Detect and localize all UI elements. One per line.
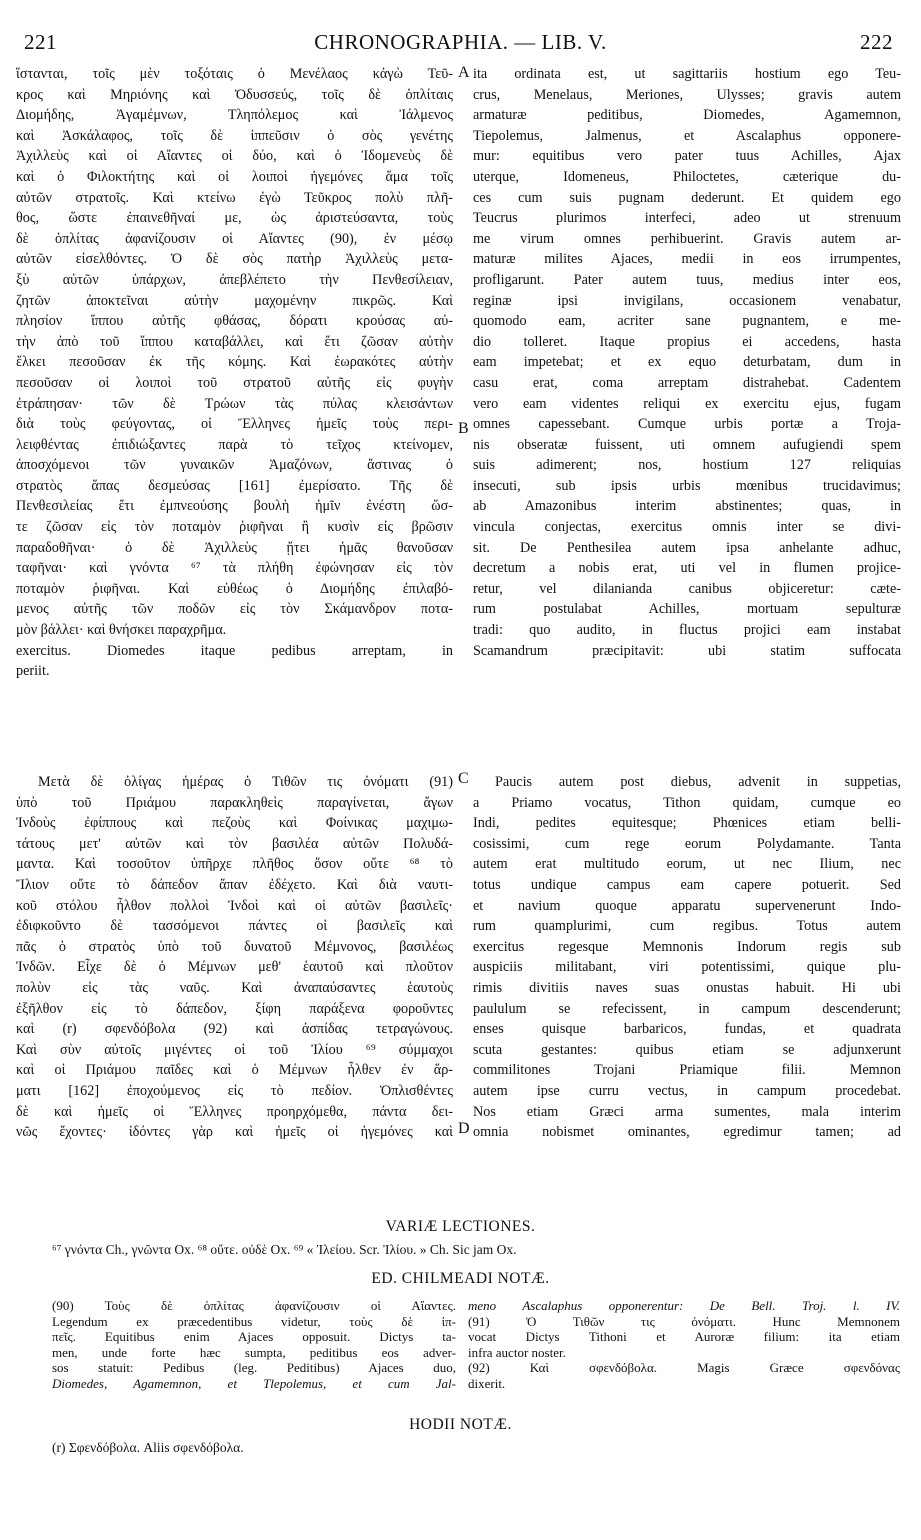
latin-line: mur: equitibus vero pater tuus Achilles, Ajax bbox=[473, 148, 901, 165]
greek-line: τὴν ἀπὸ τοῦ ἵππου καταβάλλει, καὶ ἔτι ζῶσαν αὐτὴν bbox=[16, 333, 453, 350]
variae-lectiones-title: VARIÆ LECTIONES. bbox=[385, 1218, 536, 1235]
latin-line: retur, vel dilanianda canibus objiceretur: cæte- bbox=[473, 580, 901, 597]
greek-line: καὶ (r) σφενδόβολα (92) καὶ ἀσπίδας τετραγώνους. bbox=[16, 1021, 453, 1038]
greek-line: καὶ οἱ Πριάμου παῖδες καὶ ὁ Μέμνων ἦλθεν ἐν ἅρ- bbox=[16, 1062, 453, 1079]
latin-line: Indi, pedites equitesque; Phœnices etiam belli- bbox=[473, 815, 901, 832]
note-line: dixerit. bbox=[468, 1375, 506, 1391]
latin-line: cosissimi, cum rege eorum Polydamante. Tanta bbox=[473, 835, 901, 852]
greek-line: Ἀχιλλεὺς καὶ οἱ Αἴαντες οἱ δύο, καὶ ὁ Ἰδομενεὺς δὲ bbox=[16, 148, 453, 165]
latin-line: suis adimerent; nos, hostium 127 reliquias bbox=[473, 457, 901, 474]
greek-line: καὶ ὁ Φιλοκτήτης καὶ οἱ λοιποὶ ἡγεμόνες ἅμα τοῖς bbox=[16, 168, 453, 185]
latin-line: scuta gestantes: quibus etiam se adjunxerunt bbox=[473, 1041, 901, 1058]
latin-line: totus undique campus eam capere potuerit. Sed bbox=[473, 876, 901, 893]
latin-line: enses quisque barbaricos, fundas, et quadrata bbox=[473, 1021, 901, 1038]
margin-marker-a: A bbox=[458, 64, 470, 81]
note-line: sos statuit: Pedibus (leg. Peditibus) Ajaces duo, bbox=[52, 1360, 456, 1376]
page-number-right: 222 bbox=[860, 30, 893, 54]
greek-line: ποταμὸν ῥιφῆναι. Καὶ εὐθέως ὁ Διομήδης ἐπιλαβό- bbox=[16, 580, 453, 597]
greek-line: στρατὸς ἅπας δεσμεύσας [161] ἐμερίσατο. Τῆς δὲ bbox=[16, 477, 453, 494]
note-line: (90) Τοὺς δὲ ὁπλίτας ἀφανίζουσιν οἱ Αἴαντες. bbox=[52, 1298, 456, 1313]
greek-line: αὐτῶν στρατοῖς. Καὶ κτείνω ἐγὼ Τεῦκρος πολὺ πλῆ- bbox=[16, 189, 453, 206]
greek-line: Πενθεσιλείας ἔτι ἐμπνεούσης βουλὴ ἡμῖν ἐνέστη ὥσ- bbox=[16, 498, 453, 515]
greek-line: θος, ὥστε ἐπαινεθῆναί με, ὡς ἀριστεύσαντα, τοὺς bbox=[16, 210, 453, 227]
note-line: infra auctor noster. bbox=[468, 1344, 566, 1360]
latin-line: Tiepolemus, Jalmenus, et Ascalaphus opponere- bbox=[473, 127, 901, 144]
greek-line: πεσοῦσαν οἱ λοιποὶ τοῦ στρατοῦ αὐτῆς εἰς φυγὴν bbox=[16, 374, 453, 391]
latin-line: casu erat, coma arreptam distrahebat. Cadentem bbox=[473, 374, 901, 391]
latin-line: uterque, Idomeneus, Philoctetes, cæterique du- bbox=[473, 168, 901, 185]
latin-line: a Priamo vocatus, Tithon quidam, cumque eo bbox=[473, 794, 901, 811]
greek-line: παραδοθῆναι· ὁ δὲ Ἀχιλλεὺς ᾔτει ἡμᾶς θανοῦσαν bbox=[16, 539, 453, 556]
greek-line: ἵστανται, τοῖς μὲν τοξόταις ὁ Μενέλαος κἀγὼ Τεῦ- bbox=[16, 66, 453, 82]
note-line: πεῖς. Equitibus enim Ajaces opposuit. Dictys ta- bbox=[52, 1329, 456, 1345]
latin-line: insecuti, sub ipsis urbis mœnibus trucidavimus; bbox=[473, 477, 901, 494]
greek-line: λειφθέντας ἐπιδιώξαντες παρὰ τὸ τεῖχος κτείνομεν, bbox=[16, 436, 453, 453]
greek-line: ἐδιφκοῦντο δὲ τασσόμενοι πάντες οἱ βασιλεῖς καὶ bbox=[16, 918, 453, 935]
greek-line: νῶς ἔχοντες· ἰδόντες γὰρ καὶ ἡμεῖς οἱ ἡγεμόνες καὶ bbox=[16, 1124, 453, 1141]
latin-line: paululum se refecissent, in campum descenderunt; bbox=[473, 1000, 901, 1017]
greek-line: τε ζῶσαν εἰς τὸν ποταμὸν ῥιφῆναι ἢ κυσὶν εἰς βρῶσιν bbox=[16, 519, 453, 536]
greek-line: κοῦ στόλου ἦλθον πολλοὶ Ἰνδοὶ καὶ οἱ αὐτῶν βασιλεῖς· bbox=[16, 897, 453, 914]
latin-line: vincula conjectas, exercitus omnis inter se divi- bbox=[473, 519, 901, 536]
greek-line: ἕλκει πεσοῦσαν ἐκ τῆς κόμης. Καὶ ἑωρακότες αὐτὴν bbox=[16, 354, 453, 371]
margin-marker-b: B bbox=[458, 420, 469, 437]
greek-line: πλησίον ἵππου αὐτῆς φθάσας, δόρατι κρούσας αὐ- bbox=[16, 313, 453, 330]
greek-line: ἀποσχόμενοι τῶν γυναικῶν Ἀμαζόνων, ἅστινας ὁ bbox=[16, 457, 453, 474]
latin-line: nis obseratæ fuissent, uti omnem aufugiendi spem bbox=[473, 436, 901, 453]
greek-line: μενος αὐτῆς τῶν ποδῶν εἰς τὸν Σκάμανδρον ποτα- bbox=[16, 601, 453, 618]
latin-line: decretum a nobis erat, uti vel in flumen projice- bbox=[473, 560, 901, 577]
greek-line: Ἰνδοὺς ἐφίππους καὶ πεζοὺς καὶ Φοίνικας μαχιμω- bbox=[16, 815, 453, 832]
greek-line: ζητῶν ἀποκτεῖναι αὐτὴν μαχομένην πικρῶς. Καὶ bbox=[16, 292, 453, 309]
margin-marker-d: D bbox=[458, 1120, 470, 1137]
chilmead-notes-title: ED. CHILMEADI NOTÆ. bbox=[371, 1270, 550, 1287]
latin-line: tradi: quo audito, in fluctus projici eam instabat bbox=[473, 622, 901, 639]
latin-line: dio tolleret. Itaque propius ei accedens, hasta bbox=[473, 333, 901, 350]
greek-line: ξὺ αὐτῶν ὑπάρχων, ἀπεβλέπετο τὴν Πενθεσίλειαν, bbox=[16, 271, 453, 288]
greek-line: ἐξῆλθον εἰς τὸ δάπεδον, ξίφη παράξενα φοροῦντες bbox=[16, 1000, 453, 1017]
greek-column-1 bbox=[16, 64, 453, 682]
note-line: Legendum ex præcedentibus videtur, τοὺς δὲ ἱπ- bbox=[52, 1313, 456, 1329]
latin-column-2 bbox=[473, 772, 901, 1143]
latin-line: omnes capessebant. Cumque urbis portæ a Troja- bbox=[473, 416, 901, 433]
latin-line: exercitus regesque Memnonis Indorum regis sub bbox=[473, 938, 901, 955]
chilmead-notes-right bbox=[468, 1298, 900, 1392]
running-title: CHRONOGRAPHIA. — LIB. V. bbox=[314, 30, 607, 54]
latin-line: quomodo eam, acriter sane pugnantem, e me- bbox=[473, 313, 901, 330]
greek-line: ἐτράπησαν· τῶν δὲ Τρώων τὰς πύλας κλεισάντων bbox=[16, 395, 453, 412]
latin-line: auspiciis militabant, viri potentissimi, quique plu- bbox=[473, 959, 901, 976]
latin-line: maturæ milites Ajaces, medii in eos irrumpentes, bbox=[473, 251, 901, 268]
greek-line: πολὺν εἰς τὰς ναῦς. Καὶ ἀναπαύσαντες ἑαυτοὺς bbox=[16, 979, 453, 996]
latin-line: Paucis autem post diebus, advenit in suppetias, bbox=[495, 774, 901, 790]
greek-line: Μετὰ δὲ ὀλίγας ἡμέρας ὁ Τιθῶν τις ὀνόματι (91) bbox=[38, 774, 453, 790]
latin-line: commilitones Trojani Priamique filii. Memnon bbox=[473, 1062, 901, 1079]
greek-line: κρος καὶ Μηριόνης καὶ Ὀδυσσεύς, τοῖς δὲ ὁπλίταις bbox=[16, 86, 453, 103]
latin-line: armaturæ peditibus, Diomedes, Agamemnon, bbox=[473, 107, 901, 124]
latin-line: ces cum suis pugnam dederunt. Et quidem ego bbox=[473, 189, 901, 206]
greek-line: Καὶ σὺν αὐτοῖς μιγέντες οἱ τοῦ Ἰλίου ⁶⁹ σύμμαχοι bbox=[16, 1041, 453, 1058]
latin-line: rimis divitiis naves suas onustas habuit. Hi ubi bbox=[473, 979, 901, 996]
greek-line: ματι [162] ἐποχούμενος εἰς τὸ πεδίον. Ὁπλισθέντες bbox=[16, 1082, 453, 1099]
note-line: vocat Dictys Tithoni et Auroræ filium: ita etiam bbox=[468, 1329, 900, 1345]
chilmead-notes-left bbox=[52, 1298, 456, 1392]
latin-line: me virum omnes perhibuerint. Gravis autem ar- bbox=[473, 230, 901, 247]
latin-line: crus, Menelaus, Meriones, Ulysses; gravis autem bbox=[473, 86, 901, 103]
hodii-notes-title: HODII NOTÆ. bbox=[409, 1416, 512, 1433]
latin-line: autem erat multitudo eorum, ut nec Ilium, nec bbox=[473, 856, 901, 873]
greek-line: Ἴλιον οὔτε τὸ δάπεδον ἅπαν ἐδέχετο. Καὶ διὰ ναυτι- bbox=[16, 876, 453, 893]
latin-line: Nos etiam Græci arma sumentes, mala interim bbox=[473, 1103, 901, 1120]
latin-line: reginæ ipsi invigilans, occasionem venabatur, bbox=[473, 292, 901, 309]
greek-line: Διομήδης, Ἀγαμέμνων, Τληπόλεμος καὶ Ἰάλμενος bbox=[16, 107, 453, 124]
latin-line: sit. De Penthesilea autem ipsa anhelante adhuc, bbox=[473, 539, 901, 556]
latin-line: rum postulabat Achilles, mortuam sepulturæ bbox=[473, 601, 901, 618]
latin-line: profligarunt. Pater autem tuus, medius inter eos, bbox=[473, 271, 901, 288]
greek-line: Ἰνδῶν. Εἶχε δὲ ὁ Μέμνων μεθ' ἑαυτοῦ καὶ πλοῦτον bbox=[16, 959, 453, 976]
latin-tail-line: exercitus. Diomedes itaque pedibus arreptam, in bbox=[16, 642, 453, 659]
note-line: Diomedes, Agamemnon, et Tlepolemus, et cum Jal- bbox=[52, 1375, 456, 1391]
note-line: men, unde forte hæc sumpta, peditibus eos adver- bbox=[52, 1344, 456, 1360]
latin-line: rum quamplurimi, cum regibus. Totus autem bbox=[473, 918, 901, 935]
greek-line: μὸν βάλλει· καὶ θνήσκει παραχρῆμα. bbox=[16, 622, 227, 639]
latin-tail-line: periit. bbox=[16, 663, 50, 680]
greek-line: δὲ ὁπλίτας ἀφανίζουσιν οἱ Αἴαντες (90), ἐν μέσῳ bbox=[16, 230, 453, 247]
note-line: (92) Καὶ σφενδόβολα. Magis Græce σφενδόνας bbox=[468, 1360, 900, 1376]
latin-line: ab Amazonibus interim abstinentes; quas, in bbox=[473, 498, 901, 515]
margin-marker-c: C bbox=[458, 770, 469, 787]
latin-line: eam impetebat; et ex equo deturbatam, dum in bbox=[473, 354, 901, 371]
greek-line: καὶ Ἀσκάλαφος, τοῖς δὲ ἱππεῦσιν ὁ σὸς γενέτης bbox=[16, 127, 453, 144]
latin-line: ita ordinata est, ut sagittariis hostium ego Teu- bbox=[473, 66, 901, 82]
latin-line: Scamandrum præcipitavit: ubi statim suffocata bbox=[473, 642, 901, 659]
latin-line: et navium quoque apparatu supervenerunt Indo- bbox=[473, 897, 901, 914]
note-line: (91) Ὁ Τιθῶν τις ὀνόματι. Hunc Memnonem bbox=[468, 1313, 900, 1329]
greek-column-2 bbox=[16, 772, 453, 1143]
page-number-left: 221 bbox=[24, 30, 57, 54]
greek-line: δὲ καὶ ἡμεῖς οἱ Ἕλληνες προηρχόμεθα, πάντα δει- bbox=[16, 1103, 453, 1120]
note-line: meno Ascalaphus opponerentur: De Bell. Troj. l. IV. bbox=[468, 1298, 900, 1313]
latin-column-1 bbox=[473, 64, 901, 661]
hodii-notes-text: (r) Σφενδόβολα. Aliis σφενδόβολα. bbox=[52, 1440, 244, 1455]
latin-line: vero eam videntes reliqui ex exercitu ejus, fugam bbox=[473, 395, 901, 412]
greek-line: ταφῆναι· καὶ γνόντα ⁶⁷ τὰ πλήθη ἐφώνησαν εἰς τὸν bbox=[16, 560, 453, 577]
greek-line: διὰ τοὺς φεύγοντας, οἱ Ἕλληνες ἡμεῖς τοὺς περι- bbox=[16, 416, 453, 433]
greek-line: μαντα. Καὶ τοσοῦτον ὑπῆρχε πλῆθος ὅσον οὔτε ⁶⁸ τὸ bbox=[16, 856, 453, 873]
latin-line: autem ipse curru vectus, in campum procedebat. bbox=[473, 1082, 901, 1099]
latin-line: Teucrus plurimos interfeci, adeo ut strenuum bbox=[473, 210, 901, 227]
variae-lectiones-text: ⁶⁷ γνόντα Ch., γνῶντα Ox. ⁶⁸ οὔτε. οὐδὲ Ox. ⁶⁹ « Ἰλείου. Scr. Ἰλίου. » Ch. Sic jam Ox. bbox=[52, 1242, 517, 1257]
greek-line: πᾶς ὁ στρατὸς ὑπὸ τοῦ δυνατοῦ Μέμνονος, βασιλέως bbox=[16, 938, 453, 955]
greek-line: τάτους μετ' αὐτῶν καὶ τὸν βασιλέα αὐτῶν Πολυδά- bbox=[16, 835, 453, 852]
greek-line: αὐτῶν εἰσελθόντες. Ὁ δὲ σὸς πατὴρ Ἀχιλλεὺς μετα- bbox=[16, 251, 453, 268]
latin-line: omnia nobismet ominantes, egredimur tamen; ad bbox=[473, 1124, 901, 1141]
greek-line: ὑπὸ τοῦ Πριάμου παρακληθεὶς παραγίνεται, ἄγων bbox=[16, 794, 453, 811]
